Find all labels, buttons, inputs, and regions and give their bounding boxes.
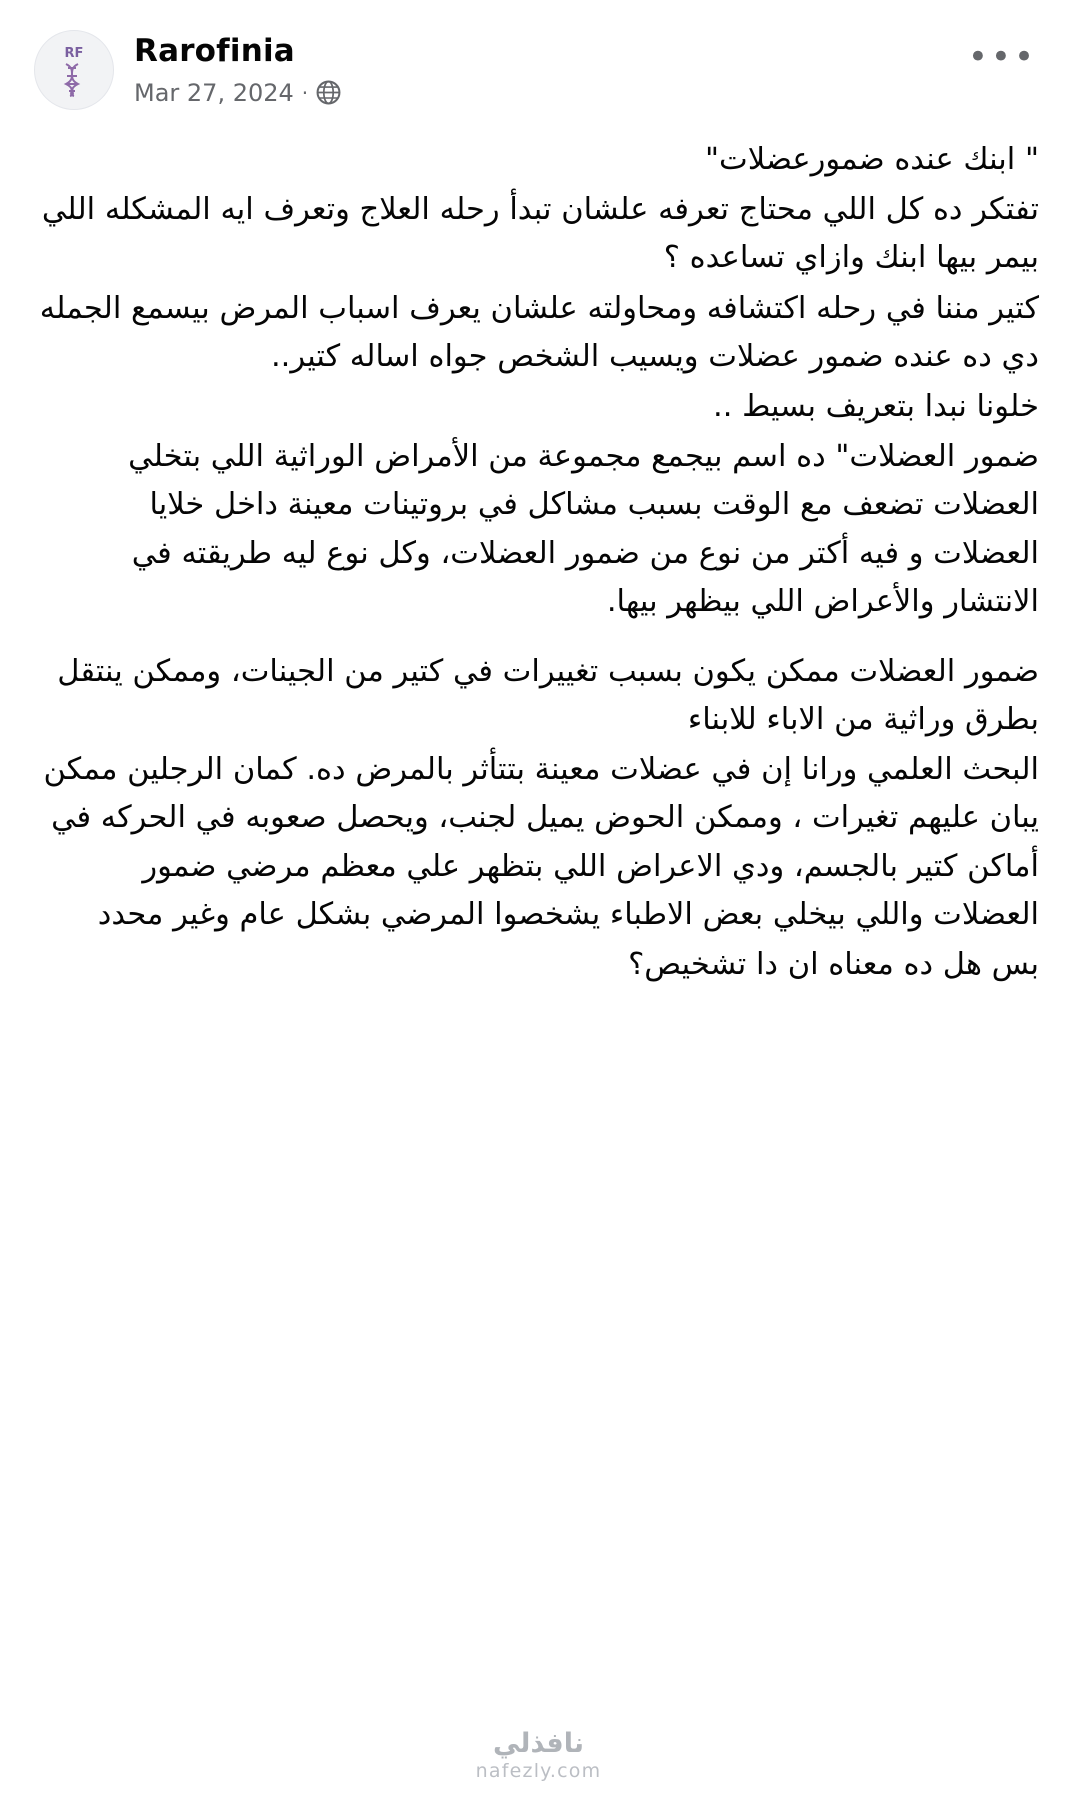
globe-icon[interactable]	[316, 80, 341, 105]
watermark-latin: nafezly.com	[475, 1760, 602, 1782]
post-meta	[134, 79, 341, 107]
post-paragraph: " ابنك عنده ضمورعضلات"	[705, 142, 1039, 177]
post-date[interactable]: Mar 27, 2024	[134, 78, 294, 107]
post-paragraph: البحث العلمي ورانا إن في عضلات معينة بتتأثر بالمرض ده. كمان الرجلين ممكن يبان عليهم تغيرات ، وممكن الحوض يميل لجنب، ويحصل صعوبه في الحركه في أماكن كتير بالجسم، ودي الاعراض اللي بتظهر علي معظم مرضي ضمور العضلات واللي بيخلي بعض الاطباء يشخصوا المرضي بشكل عام وغير محدد	[43, 752, 1039, 932]
watermark-arabic: نافذلي	[492, 1728, 585, 1759]
post-paragraph: خلونا نبدا بتعريف بسيط ..	[713, 388, 1039, 424]
svg-text:RF: RF	[64, 46, 84, 61]
post-header-text	[134, 30, 341, 107]
meta-separator: ·	[301, 80, 309, 105]
watermark	[476, 1728, 602, 1782]
post-paragraph: كتير مننا في رحله اكتشافه ومحاولته علشان يعرف اسباب المرض بيسمع الجمله دي ده عنده ضمور عضلات ويسيب الشخص جواه اساله كتير..	[39, 290, 1039, 374]
post-paragraph: ضمور العضلات" ده اسم بيجمع مجموعة من الأمراض الوراثية اللي بتخلي العضلات تضعف مع الوقت بسبب مشاكل في بروتينات معينة داخل خلايا العضلات و فيه أكتر من نوع من ضمور العضلات، وكل نوع ليه طريقته في الانتشار والأعراض اللي بيظهر بيها.	[128, 439, 1039, 619]
post-body	[34, 136, 1043, 989]
page-name[interactable]: Rarofinia	[134, 33, 295, 69]
post-paragraph: بس هل ده معناه ان دا تشخيص؟	[628, 947, 1039, 982]
ellipsis-icon[interactable]: •••	[967, 37, 1037, 77]
post-paragraph: ضمور العضلات ممكن يكون بسبب تغييرات في كتير من الجينات، وممكن ينتقل بطرق وراثية من الاباء للابناء	[57, 653, 1039, 738]
post-paragraph: تفتكر ده كل اللي محتاج تعرفه علشان تبدأ رحله العلاج وتعرف ايه المشكله اللي بيمر بيها ابنك وازاي تساعده ؟	[41, 192, 1039, 276]
avatar[interactable]	[34, 30, 114, 110]
post-header	[34, 30, 1043, 110]
